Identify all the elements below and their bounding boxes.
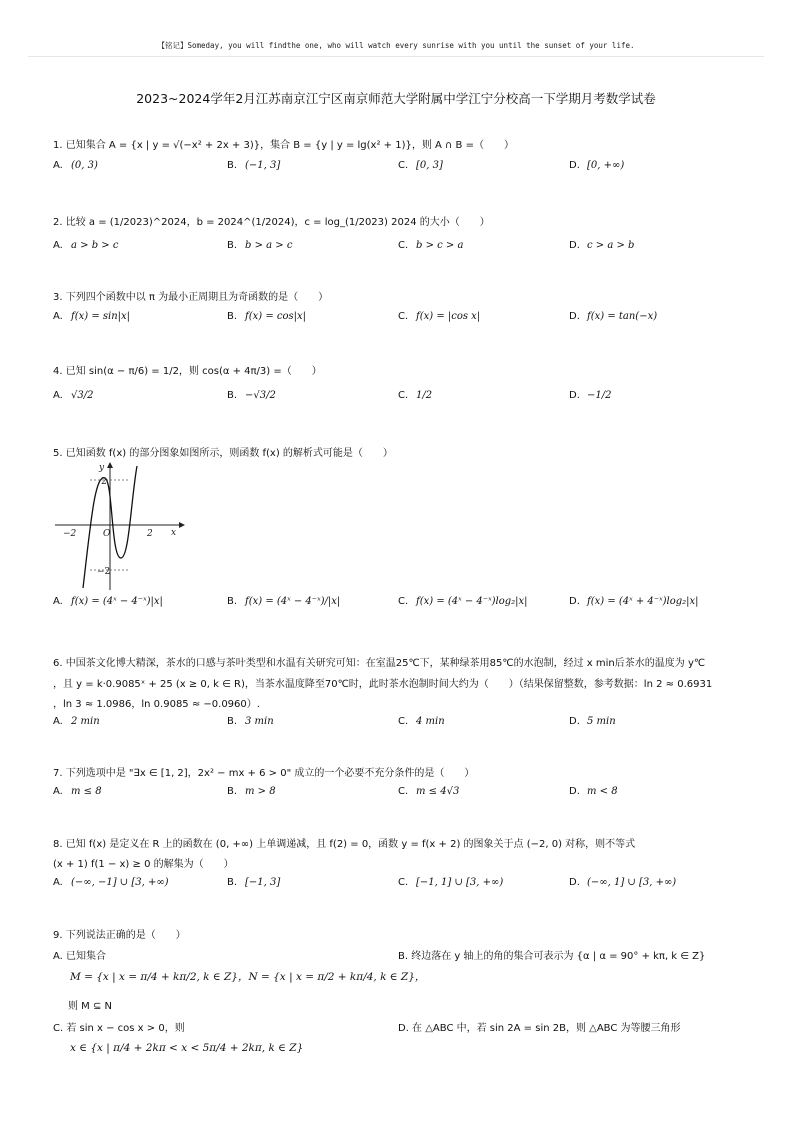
question-8-stem-line2: (x + 1) f(1 − x) ≥ 0 的解集为（ ） [53, 859, 234, 870]
q4-option-a: A. √3/2 [53, 390, 94, 401]
q7-option-a: A. m ≤ 8 [53, 786, 102, 797]
question-4-stem: 4. 已知 sin(α − π/6) = 1/2，则 cos(α + 4π/3) =（ ） [53, 366, 322, 377]
question-2-stem: 2. 比较 a = (1/2023)^2024，b = 2024^(1/2024)，c = log_(1/2023) 2024 的大小（ ） [53, 217, 490, 228]
q9-option-a-line3: 则 M ⊆ N [68, 1001, 113, 1012]
question-5-stem: 5. 已知函数 f(x) 的部分图象如图所示，则函数 f(x) 的解析式可能是（ ） [53, 448, 393, 459]
q2-option-a: A. a > b > c [53, 240, 119, 251]
question-7-stem: 7. 下列选项中是 "∃x ∈ [1, 2]，2x² − mx + 6 > 0" 成立的一个必要不充分条件的是（ ） [53, 768, 475, 779]
q2-option-d: D. c > a > b [569, 240, 635, 251]
q9-option-b: B. 终边落在 y 轴上的角的集合可表示为 {α | α = 90° + kπ, k ∈ Z} [398, 951, 706, 962]
q9-option-a-line1: A. 已知集合 [53, 951, 107, 962]
q7-option-d: D. m < 8 [569, 786, 618, 797]
q4-option-b: B. −√3/2 [227, 390, 276, 401]
q6-option-a: A. 2 min [53, 716, 100, 727]
graph-label-2: 2 [147, 529, 153, 539]
q1-option-c: C. [0, 3] [398, 160, 443, 171]
question-6-stem-line2: ，且 y = k·0.9085ˣ + 25 (x ≥ 0, k ∈ R)，当茶水温度降至70℃时，此时茶水泡制时间大约为（ ）（结果保留整数，参考数据：ln 2 ≈ 0.6931 [53, 679, 713, 690]
question-6-stem-line1: 6. 中国茶文化博大精深，茶水的口感与茶叶类型和水温有关研究可知：在室温25℃下，某种绿茶用85℃的水泡制，经过 x min后茶水的温度为 y℃ [53, 658, 706, 669]
q5-option-a: A. f(x) = (4ˣ − 4⁻ˣ)|x| [53, 596, 163, 607]
q7-option-b: B. m > 8 [227, 786, 276, 797]
graph-label-neg2: −2 [63, 529, 77, 539]
q5-option-b: B. f(x) = (4ˣ − 4⁻ˣ)/|x| [227, 596, 341, 607]
q9-option-c-set: x ∈ {x | π/4 + 2kπ < x < 5π/4 + 2kπ, k ∈ Z} [70, 1042, 304, 1054]
q4-option-d: D. −1/2 [569, 390, 612, 401]
header-note: 【铭记】Someday, you will findthe one, who will watch every sunrise with you until the sunset of your life. [157, 41, 635, 50]
q3-option-d: D. f(x) = tan(−x) [569, 311, 658, 322]
q6-option-c: C. 4 min [398, 716, 445, 727]
q8-option-c: C. [−1, 1] ∪ [3, +∞) [398, 877, 504, 888]
function-graph [55, 460, 185, 592]
q3-option-a: A. f(x) = sin|x| [53, 311, 131, 322]
q6-option-b: B. 3 min [227, 716, 274, 727]
q9-option-d: D. 在 △ABC 中，若 sin 2A = sin 2B，则 △ABC 为等腰三角形 [398, 1023, 681, 1034]
exam-title: 2023~2024学年2月江苏南京江宁区南京师范大学附属中学江宁分校高一下学期月考数学试卷 [136, 91, 656, 106]
q6-option-d: D. 5 min [569, 716, 616, 727]
q9-option-c-line1: C. 若 sin x − cos x > 0，则 [53, 1023, 185, 1034]
question-1-stem: 1. 已知集合 A = {x | y = √(−x² + 2x + 3)}，集合 B = {y | y = lg(x² + 1)}，则 A ∩ B =（ ） [53, 140, 514, 151]
q2-option-b: B. b > a > c [227, 240, 293, 251]
graph-axis-x: x [171, 528, 177, 538]
q9-option-a-sets: M = {x | x = π/4 + kπ/2, k ∈ Z}，N = {x | x = π/2 + kπ/4, k ∈ Z}， [70, 971, 426, 983]
q3-option-b: B. f(x) = cos|x| [227, 311, 307, 322]
q5-option-d: D. f(x) = (4ˣ + 4⁻ˣ)log₂|x| [569, 596, 699, 607]
q8-option-a: A. (−∞, −1] ∪ [3, +∞) [53, 877, 169, 888]
header-divider [28, 56, 764, 57]
q1-option-a: A. (0, 3) [53, 160, 98, 171]
q8-option-b: B. [−1, 3] [227, 877, 281, 888]
q7-option-c: C. m ≤ 4√3 [398, 786, 460, 797]
q1-option-b: B. (−1, 3] [227, 160, 281, 171]
q2-option-c: C. b > c > a [398, 240, 464, 251]
question-8-stem-line1: 8. 已知 f(x) 是定义在 R 上的函数在 (0, +∞) 上单调递减，且 f(2) = 0，函数 y = f(x + 2) 的图象关于点 (−2, 0) 对称，则不等式 [53, 839, 636, 850]
graph-axis-y: y [99, 463, 105, 473]
q3-option-c: C. f(x) = |cos x| [398, 311, 481, 322]
question-9-stem: 9. 下列说法正确的是（ ） [53, 930, 186, 941]
graph-label-yneg2: −2 [97, 567, 111, 577]
graph-label-y2: 2 [101, 477, 107, 487]
q1-option-d: D. [0, +∞) [569, 160, 625, 171]
q5-option-c: C. f(x) = (4ˣ − 4⁻ˣ)log₂|x| [398, 596, 528, 607]
question-3-stem: 3. 下列四个函数中以 π 为最小正周期且为奇函数的是（ ） [53, 292, 329, 303]
q4-option-c: C. 1/2 [398, 390, 433, 401]
q8-option-d: D. (−∞, 1] ∪ [3, +∞) [569, 877, 677, 888]
graph-label-origin: O [103, 529, 111, 539]
question-6-stem-line3: ，ln 3 ≈ 1.0986，ln 0.9085 ≈ −0.0960）. [53, 699, 260, 710]
